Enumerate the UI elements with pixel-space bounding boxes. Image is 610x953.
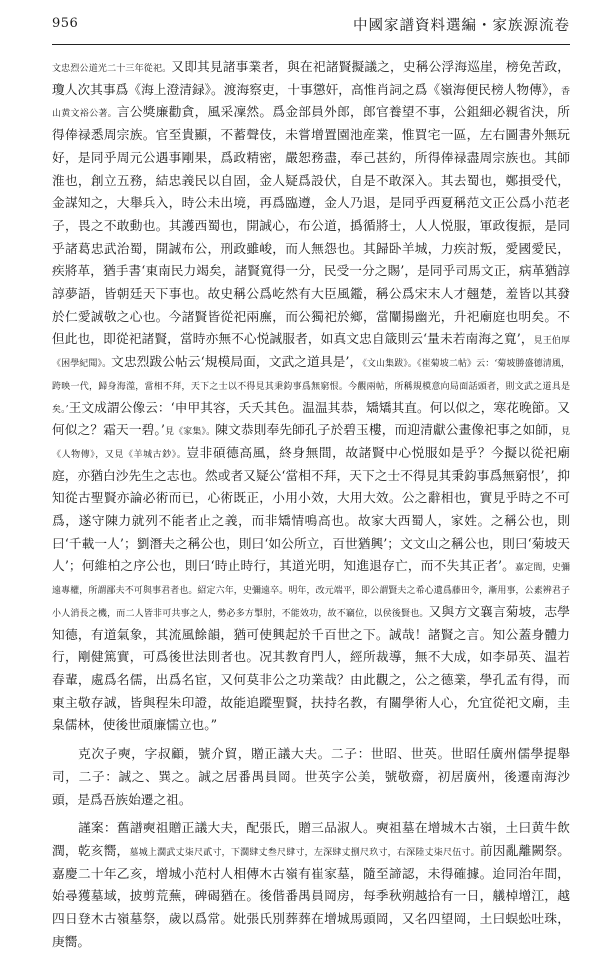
body-text: 陳文恭則奉先師孔子於碧玉樓，而迎清獻公畫像祀事之如師， (215, 422, 561, 438)
body-text: 言公獎廉勸貪，風采凜然。爲金部員外郎，郎官養望不事，公鉏細必親省決，所得俸禄悉周宗族。官至貴顯，不蓄聲伎，未嘗增置園池産業，惟買宅一區，左右圖書外無玩好，是同乎周元公遇事剛果，爲政精密，嚴恕務盡，奉己甚約，所得俸禄盡周宗族也。其師淮也，創立五務，結忠義民以自固，金人疑爲設伏，自是不敢深入。其去蜀也，鄭損受代，金謀知之，大舉兵入，時公未出境，再爲臨遵，金人乃退，是同乎西夏稱范文正公爲小范老子，畏之不敢動也。其護西蜀也，開誠心，布公道，撝循將士，人人悦服，軍政復振，是同乎諸葛忠武治蜀，開誠布公，刑政雖峻，而人無怨也。其歸卧羊城，力疾討叛，愛國愛民，疾將革，猶手書‘東南民力竭矣，諸賢寬得一分，民受一分之賜’，是同乎司馬文正，病革猶諄諄夢語，皆朝廷天下事也。故史稱公爲屹然有大臣風鑑，稱公爲宋末人才翹楚，羞皆以其發於仁愛誠敬之心也。今諸賢皆從祀兩廡，而公獨祀於鄉，當闡揚幽光，升祀廟庭也明矣。不但此也，即從祀諸賢，當時亦無不心悦誠服者，如真文忠自箴則云‘量未若南海之寬’， (52, 104, 570, 347)
body-paragraph (52, 743, 570, 811)
body-text: 又即其見諸事業者，與在祀諸賢擬議之，史稱公浮海巡崖，榜免苦政，瓊人次其事爲《海上澄清録》。渡海察吏，十事懲奸，高惟肖詞之爲《嶺海便民榜人物傳》， (52, 59, 570, 97)
body-paragraph (52, 817, 570, 953)
body-text: 豈非碩德高風，終身無間，故諸賢中心悦服如是乎？今擬以從祀廟庭，亦猶白沙先生之志也。然或者又疑公‘當相不拜，天下之士不得見其秉鈞事爲無窮恨’，抑知從古聖賢亦論必術而已，心術既正，小用小效，大用大效。公之辭相也，實見乎時之不可爲，遂守陳力就列不能者止之義，而非矯情鳴高也。故家大西蜀人，家姓。之稱公也，則曰‘千載一人’；劉潛夫之稱公也，則曰‘如公所立，百世猶興’；文文山之稱公也，則曰‘菊坡天人’；何維柏之序公也，則曰‘時止時行，其道光明，知進退存亡，而不失其正者’。 (52, 444, 570, 574)
inline-annotation: 《文山集跋》。《崔菊坡二帖》云：‘菊坡勝盛德清風，跨映一代，歸身海澨，當相不拜，天下之士以不得見其秉鈞事爲無窮恨。今觀兩帖，所稱規模意向局面話頭者，則文武之道具是矣。’ (52, 359, 570, 415)
inline-annotation: 香山黄文裕公著。 (52, 86, 570, 120)
inline-annotation: 文忠烈公道光二十三年從祀。 (52, 64, 172, 74)
page-header (52, 14, 570, 38)
inline-annotation: 嘉定間，史彌遠專權，所謂鄙夫不可與事君者也。紹定六年，史彌遠卒。明年，改元端平，即公謂賢夫之希心遺爲藤田令，漸用事，公素辨君子小人消長之機，而二人皆非可共事之人，勢必多方掣肘，不能效功，故不竊位，以侯後賢也。 (52, 563, 570, 619)
book-title: 中國家譜資料選編・家族源流卷 (353, 18, 570, 34)
body-text: 又與方文襄言菊坡，志學知德，有道氣象，其流風餘韻，猶可使興起於千百世之下。誠哉！諸賢之言。知公蓋身體力行，剛健篤實，可爲後世法則者也。况其教育門人，經所裁導，無不大成，如李昴英、温若春輩，處爲名儒，出爲名宦，又何莫非公之功業哉？由此觀之，公之德業，學孔孟有得，而東主敬存誠，皆與程朱印證，故能追蹤聖賢，扶持名教，有關學術人心，允宜從祀文廟，圭臬儒林，使後世頑廉懦立也。” (52, 603, 570, 733)
inline-annotation: 見《家集》。 (164, 427, 216, 438)
page-number: 956 (52, 16, 79, 31)
inline-annotation: 見《人物傳》，又見《羊城古鈔》。 (52, 427, 571, 460)
body-text: 文忠烈跋公帖云‘規模局面，文武之道具是’， (111, 354, 363, 370)
body-text: 克次子奭，字叔顧，號介貿，贈正議大夫。二子：世昭、世英。世昭任廣州儒學提舉司，二子：誠之、巽之。誠之居番禺員岡。世英字公美，號敬齋，初居廣州，後遷南海沙頭，是爲吾族始遷之祖。 (52, 746, 570, 807)
body-text: 前因亂離闕祭。嘉慶二十年乙亥，增城小范村人相傳木古嶺有崔家墓，隨至諦認，未得確據。迨同治年間，始尋獲墓域，披剪荒蕪，碑碣猶在。後偕番禺員岡房，每季秋朔越拾有一日，艤棹增江，越四日登木古嶺墓祭，歲以爲常。妣張氏別葬葬在增城馬頭岡，又名四望岡，土曰蜈蚣吐珠，庚嚮。 (52, 842, 570, 949)
body-text: 王文成謂公像云：‘申甲其容，夭夭其色。温温其恭，矯矯其直。何以似之，寒花晚節。又何似之？霜天一碧。’ (52, 399, 570, 438)
header-rule (52, 44, 570, 45)
body-text: 謹案：舊譜奭祖贈正議大夫，配張氏，贈三品淑人。奭祖墓在增城木古嶺，土曰黄牛飲潤，乾亥嚮， (52, 820, 570, 858)
page-body (52, 56, 571, 949)
inline-annotation: 見王伯厚《困學紀聞》。 (52, 336, 570, 370)
inline-annotation: 墓城上濶武丈柒尺貳寸，下濶肆丈叁尺肆寸，左深肆丈捌尺玖寸，右深陸丈柒尺伍寸。 (129, 847, 480, 858)
body-paragraph (52, 56, 570, 737)
